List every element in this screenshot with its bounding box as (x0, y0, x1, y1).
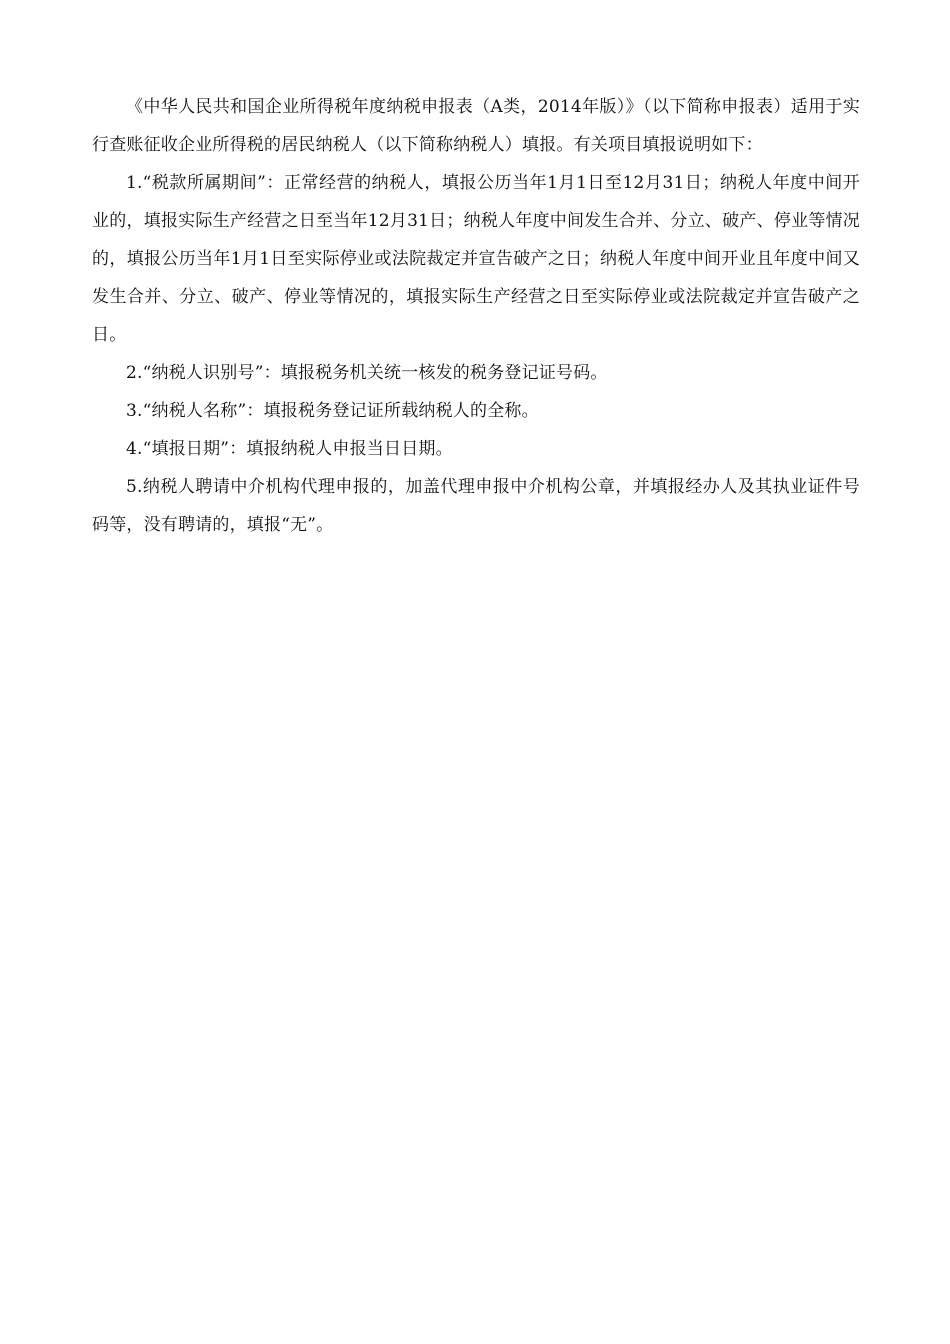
document-page (92, 88, 860, 544)
item-5-agent: 5.纳税人聘请中介机构代理申报的，加盖代理申报中介机构公章，并填报经办人及其执业证件号码等，没有聘请的，填报“无”。 (92, 477, 860, 535)
item-4-filing-date: 4.“填报日期”：填报纳税人申报当日日期。 (126, 439, 453, 459)
item-2-taxpayer-id: 2.“纳税人识别号”：填报税务机关统一核发的税务登记证号码。 (126, 363, 608, 383)
item-3-taxpayer-name: 3.“纳税人名称”：填报税务登记证所载纳税人的全称。 (126, 401, 539, 421)
intro-paragraph: 《中华人民共和国企业所得税年度纳税申报表（A类，2014年版）》（以下简称申报表）适用于实行查账征收企业所得税的居民纳税人（以下简称纳税人）填报。有关项目填报说明如下： (92, 97, 860, 155)
item-1-tax-period: 1.“税款所属期间”：正常经营的纳税人，填报公历当年1月1日至12月31日；纳税人年度中间开业的，填报实际生产经营之日至当年12月31日；纳税人年度中间发生合并、分立、破产、停业等情况的，填报公历当年1月1日至实际停业或法院裁定并宣告破产之日；纳税人年度中间开业且年度中间又发生合并、分立、破产、停业等情况的，填报实际生产经营之日至实际停业或法院裁定并宣告破产之日。 (92, 173, 860, 345)
